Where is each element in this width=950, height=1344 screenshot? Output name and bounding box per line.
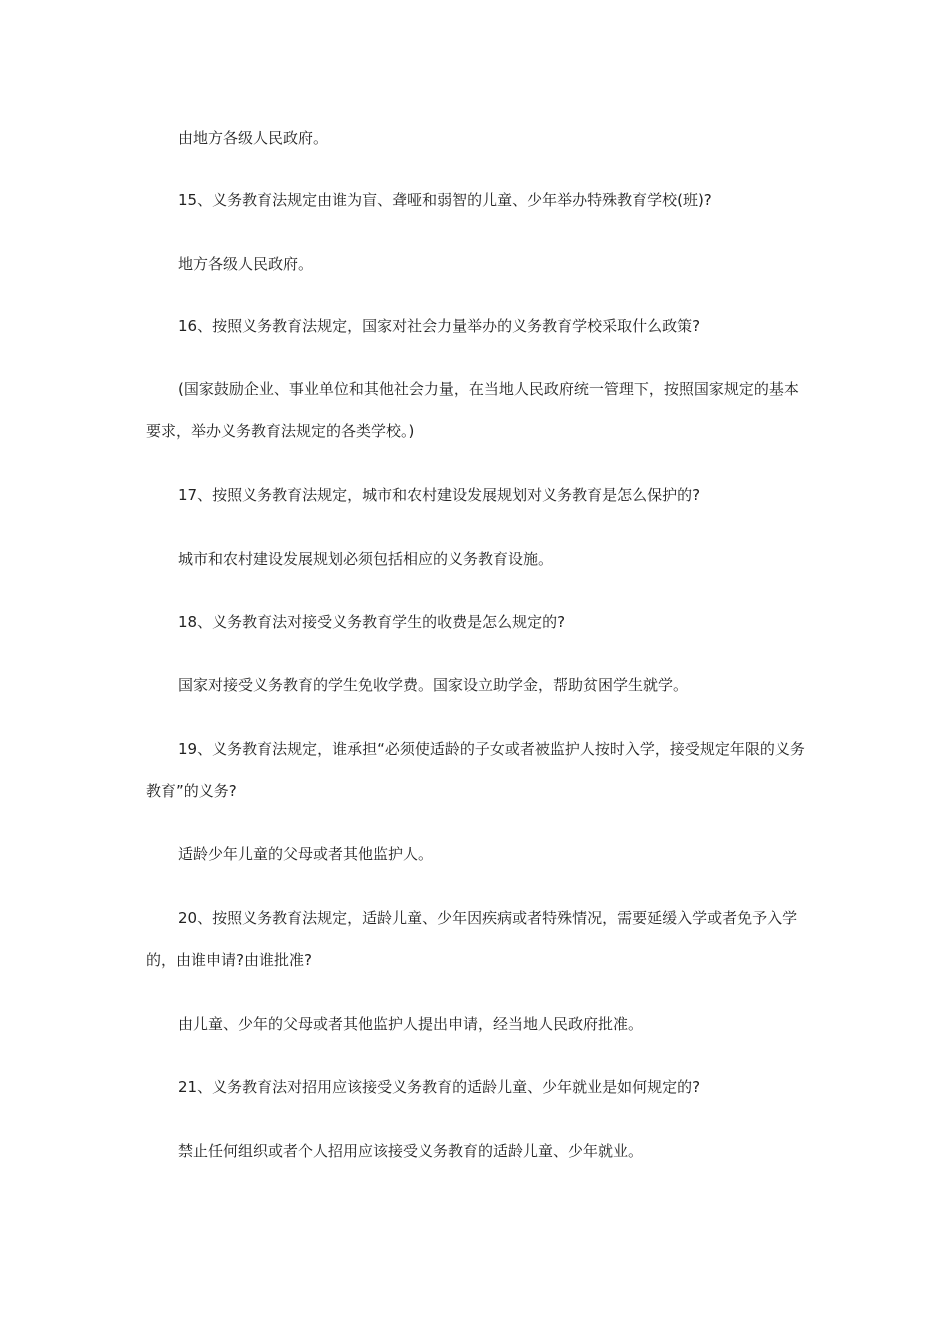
answer-21: 禁止任何组织或者个人招用应该接受义务教育的适龄儿童、少年就业。: [178, 1142, 644, 1160]
question-19: 19、义务教育法规定，谁承担“必须使适龄的子女或者被监护人按时入学，接受规定年限的义务教育”的义务?: [146, 740, 805, 800]
question-16: 16、按照义务教育法规定，国家对社会力量举办的义务教育学校采取什么政策?: [178, 317, 701, 335]
answer-19: 适龄少年儿童的父母或者其他监护人。: [178, 845, 434, 863]
answer-15: 地方各级人民政府。: [178, 255, 314, 273]
question-18: 18、义务教育法对接受义务教育学生的收费是怎么规定的?: [178, 613, 566, 631]
question-21: 21、义务教育法对招用应该接受义务教育的适龄儿童、少年就业是如何规定的?: [178, 1078, 701, 1096]
question-15: 15、义务教育法规定由谁为盲、聋哑和弱智的儿童、少年举办特殊教育学校(班)?: [178, 191, 712, 209]
question-20: 20、按照义务教育法规定，适龄儿童、少年因疾病或者特殊情况，需要延缓入学或者免予入学的，由谁申请?由谁批准?: [146, 909, 798, 969]
answer-14: 由地方各级人民政府。: [178, 129, 329, 147]
question-17: 17、按照义务教育法规定，城市和农村建设发展规划对义务教育是怎么保护的?: [178, 486, 701, 504]
answer-20: 由儿童、少年的父母或者其他监护人提出申请，经当地人民政府批准。: [178, 1015, 644, 1033]
answer-17: 城市和农村建设发展规划必须包括相应的义务教育设施。: [178, 550, 554, 568]
answer-16: (国家鼓励企业、事业单位和其他社会力量，在当地人民政府统一管理下，按照国家规定的基本要求，举办义务教育法规定的各类学校。): [146, 380, 799, 440]
answer-18: 国家对接受义务教育的学生免收学费。国家设立助学金，帮助贫困学生就学。: [178, 676, 689, 694]
